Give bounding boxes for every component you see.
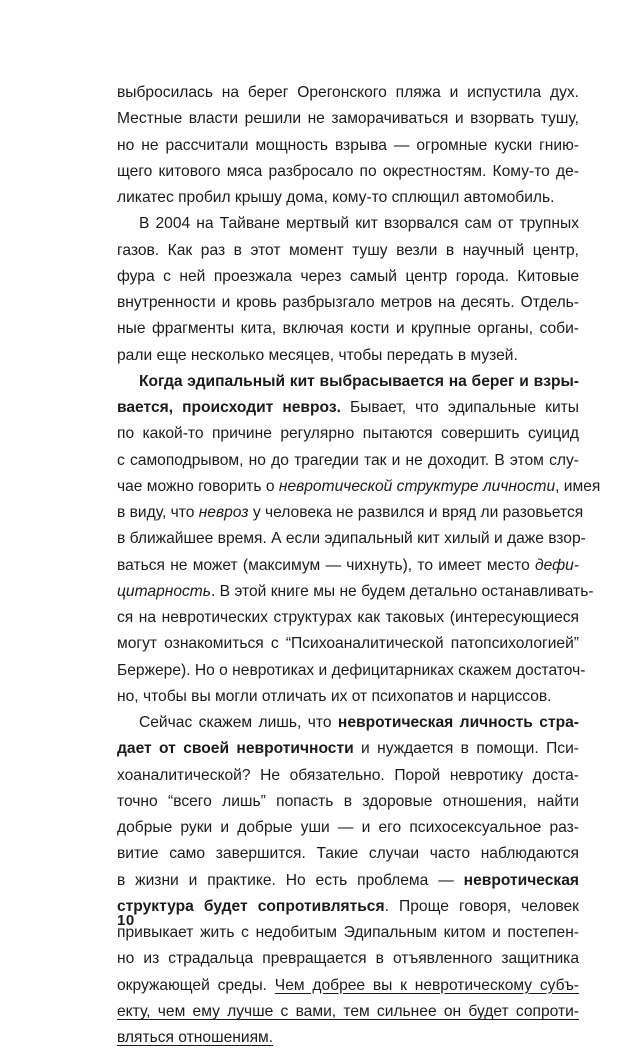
- text-segment: Бывает, что эдипальные киты: [340, 399, 580, 416]
- underlined-text: Чем добрее вы к невротическому субъ-: [274, 976, 580, 994]
- text-segment: могут ознакомиться с “Психоаналитической патопсихологией”: [117, 635, 579, 653]
- text-segment: по какой-то причине регулярно пытаются совершить суицид: [117, 425, 579, 443]
- text-line: [117, 973, 579, 999]
- italic-text: цитарность: [117, 582, 211, 600]
- bold-text: невротическая: [463, 871, 579, 889]
- text-line: [117, 920, 579, 946]
- text-segment: Бержере). Но о невротиках и дефицитарниках скажем достаточ-: [117, 661, 586, 679]
- text-line: [117, 185, 579, 211]
- text-segment: окружающей среды.: [117, 976, 275, 994]
- text-segment: витие само завершится. Такие случаи часто наблюдаются: [117, 845, 579, 863]
- text-line: [117, 290, 579, 316]
- text-line: [117, 474, 601, 500]
- text-segment: но, чтобы вы могли отличать их от психопатов и нарциссов.: [117, 687, 552, 705]
- text-line: [117, 789, 579, 815]
- text-line: [117, 763, 579, 789]
- text-line: [117, 631, 579, 657]
- text-segment: Местные власти решили не заморачиваться и взорвать тушу,: [117, 110, 579, 128]
- text-segment: фура с ней проезжала через самый центр города. Китовые: [117, 267, 579, 285]
- text-line: [117, 946, 579, 972]
- text-segment: выбросилась на берег Орегонского пляжа и испустила дух.: [117, 84, 579, 101]
- italic-text: дефи-: [534, 556, 579, 574]
- text-segment: ные фрагменты кита, включая кости и крупные органы, соби-: [117, 320, 579, 338]
- bold-text: дает от своей невротичности: [117, 740, 354, 758]
- underlined-text: екту, чем ему лучше с вами, тем сильнее он будет сопроти-: [117, 1002, 579, 1020]
- text-segment: щего китового мяса разбросало по окрестностям. Кому-то де-: [117, 162, 579, 180]
- text-line: [117, 526, 586, 552]
- text-segment: Сейчас скажем лишь, что: [139, 714, 338, 731]
- text-line: [117, 500, 584, 526]
- text-line: [117, 421, 579, 447]
- text-segment: чае можно говорить о: [117, 477, 279, 495]
- text-line: [117, 395, 579, 421]
- underlined-text: вляться отношениям.: [117, 1029, 274, 1046]
- text-line: [117, 841, 579, 867]
- bold-text: Когда эдипальный кит выбрасывается на берег и взры-: [139, 372, 579, 390]
- text-line: [117, 605, 579, 631]
- text-segment: но не рассчитали мощность взрыва — огромные куски гнию-: [117, 136, 579, 154]
- text-segment: добрые руки и добрые уши — и его психосексуальное раз-: [117, 819, 579, 836]
- text-segment: В 2004 на Тайване мертвый кит взорвался сам от трупных: [139, 215, 579, 233]
- text-segment: рали еще несколько месяцев, чтобы передать в музей.: [117, 346, 518, 364]
- text-line: [117, 894, 579, 920]
- bold-text: структура будет сопротивляться: [117, 897, 385, 915]
- text-segment: в жизни и практике. Но есть проблема —: [117, 871, 464, 889]
- text-line: [117, 369, 579, 395]
- page-body: [117, 80, 601, 1051]
- text-line: [117, 80, 579, 106]
- text-segment: с самоподрывом, но до трагедии так и не доходит. В этом слу-: [117, 451, 579, 469]
- text-segment: ся на невротических структурах как таковых (интересующиеся: [117, 609, 579, 626]
- italic-text: невроз: [198, 504, 249, 521]
- text-line: [117, 264, 579, 290]
- text-segment: внутренности и кровь разбрызгало метров на десять. Отдель-: [117, 294, 579, 311]
- text-segment: точно “всего лишь” попасть в здоровые отношения, найти: [117, 792, 579, 810]
- text-line: [117, 579, 594, 605]
- text-line: [117, 684, 579, 710]
- bold-text: невротическая личность стра-: [337, 714, 579, 731]
- text-line: [117, 159, 579, 185]
- text-line: [117, 553, 579, 579]
- text-line: [117, 133, 579, 159]
- text-line: [117, 448, 579, 474]
- text-segment: ликатес пробил крышу дома, кому-то сплющил автомобиль.: [117, 189, 555, 206]
- text-segment: и нуждается в помощи. Пси-: [353, 740, 579, 758]
- text-line: [117, 736, 579, 762]
- text-line: [117, 658, 586, 684]
- text-segment: привыкает жить с недобитым Эдипальным китом и постепен-: [117, 924, 579, 941]
- italic-text: невротической структуре личности: [278, 477, 556, 495]
- text-line: [117, 815, 579, 841]
- text-segment: хоаналитической? Не обязательно. Порой невротику доста-: [117, 766, 579, 784]
- text-line: [117, 1025, 579, 1051]
- text-line: [117, 999, 579, 1025]
- text-line: [117, 316, 579, 342]
- text-segment: . Проще говоря, человек: [384, 897, 579, 915]
- text-line: [117, 211, 579, 237]
- text-segment: в виду, что: [117, 504, 199, 521]
- text-segment: , имея: [555, 477, 601, 495]
- text-segment: ваться не может (максимум — чихнуть), то имеет место: [117, 556, 535, 574]
- page-number: 10: [117, 912, 135, 929]
- text-segment: но из страдальца превращается в отъявленного защитника: [117, 950, 579, 968]
- text-line: [117, 868, 579, 894]
- text-segment: . В этой книге мы не будем детально останавливать-: [211, 582, 594, 600]
- text-line: [117, 106, 579, 132]
- text-line: [117, 343, 579, 369]
- text-line: [117, 238, 579, 264]
- bold-text: вается, происходит невроз.: [117, 399, 341, 416]
- text-segment: у человека не развился и вряд ли разовьется: [248, 504, 584, 521]
- text-line: [117, 710, 579, 736]
- text-segment: в ближайшее время. А если эдипальный кит хилый и даже взор-: [117, 530, 586, 548]
- text-segment: газов. Как раз в этот момент тушу везли в научный центр,: [117, 241, 579, 259]
